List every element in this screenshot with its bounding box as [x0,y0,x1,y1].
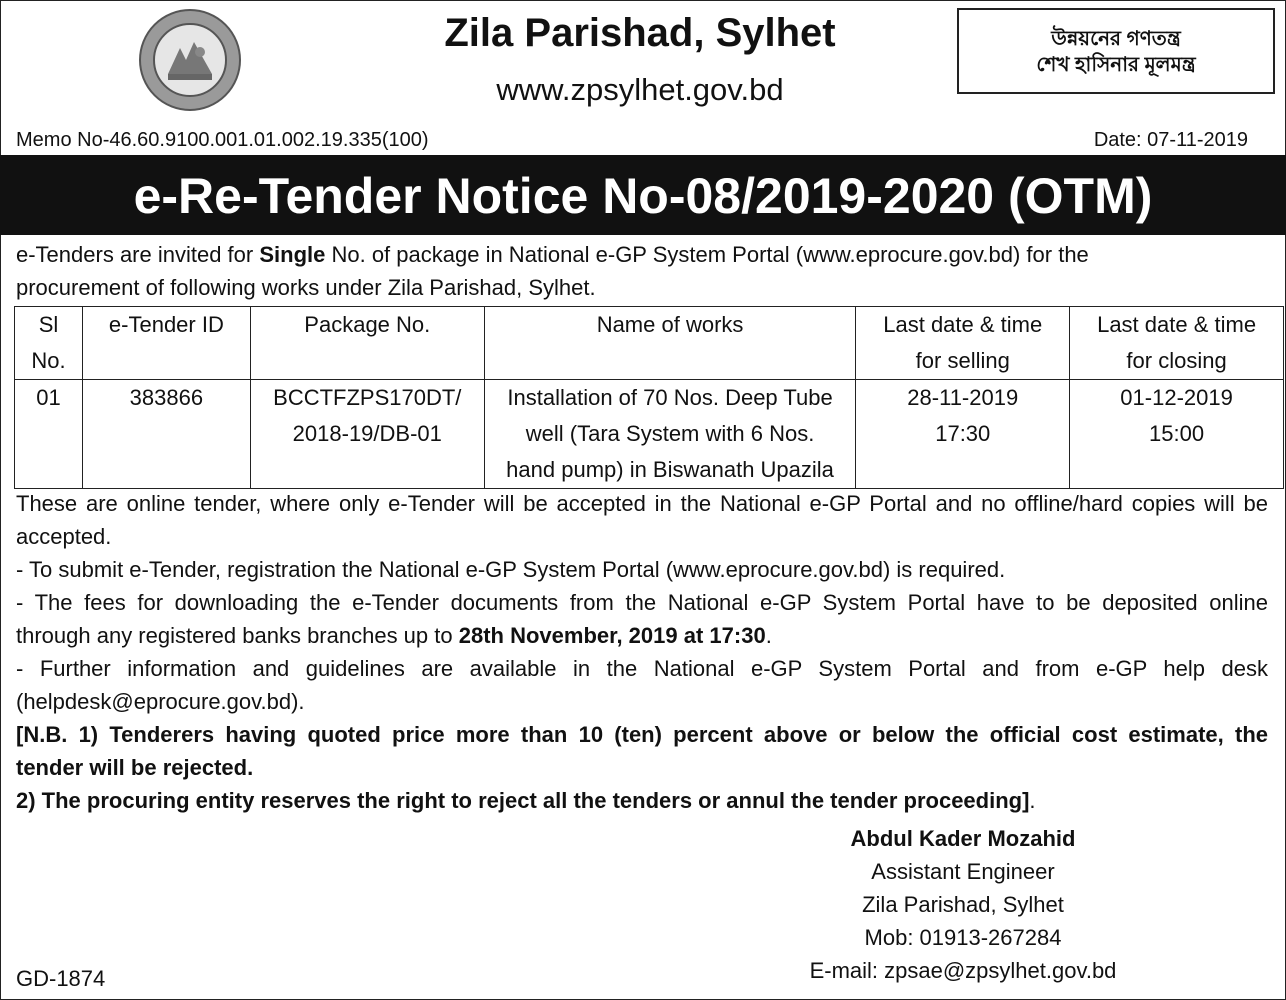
header-last-date-closing: Last date & time for closing [1070,307,1284,380]
nb-line-1: [N.B. 1) Tenderers having quoted price more than 10 (ten) percent above or below the official cost estimate, the [16,722,1268,747]
nb-line-2: tender will be rejected. [16,755,254,780]
signature-block [790,822,1136,987]
zila-parishad-logo [138,8,242,112]
signatory-designation: Assistant Engineer [871,859,1055,884]
notice-date: Date: 07-11-2019 [1093,129,1248,151]
intro-line-2: procurement of following works under Zila Parishad, Sylhet. [16,275,596,300]
fees-line-1: - The fees for downloading the e-Tender documents from the National e-GP System Portal have to be deposited online [16,590,1268,615]
table-header-row [15,307,1284,380]
header-sl-no: Sl No. [15,307,83,380]
logo-emblem-icon [138,8,242,112]
table-row [15,380,1284,489]
notice-body [16,487,1268,817]
info-line-1: - Further information and guidelines are available in the National e-GP System Portal and from e-GP help desk [16,656,1268,681]
tender-table [14,306,1284,489]
fees-deadline: 28th November, 2019 at 17:30 [458,623,766,648]
slogan-box [957,8,1275,94]
cell-selling-date: 28-11-2019 17:30 [856,380,1070,489]
cell-closing-date: 01-12-2019 15:00 [1070,380,1284,489]
online-tender-line-2: accepted. [16,524,112,549]
cell-tender-id: 383866 [82,380,250,489]
organization-name: Zila Parishad, Sylhet [444,11,836,55]
header-tender-id: e-Tender ID [82,307,250,380]
signatory-name: Abdul Kader Mozahid [850,826,1076,851]
intro-line-1: e-Tenders are invited for Single No. of package in National e-GP System Portal (www.eprocure.gov.bd) for the [16,242,1089,267]
registration-requirement: - To submit e-Tender, registration the National e-GP System Portal (www.eprocure.gov.bd) is required. [16,557,1006,582]
cell-package-no: BCCTFZPS170DT/ 2018-19/DB-01 [250,380,484,489]
header-last-date-selling: Last date & time for selling [856,307,1070,380]
gd-number: GD-1874 [16,966,106,991]
cell-name-of-works: Installation of 70 Nos. Deep Tube well (Tara System with 6 Nos. hand pump) in Biswanath Upazila [484,380,856,489]
online-tender-line-1: These are online tender, where only e-Tender will be accepted in the National e-GP Portal and no offline/hard copies will be [16,491,1268,516]
signatory-email: E-mail: zpsae@zpsylhet.gov.bd [809,958,1117,983]
notice-title: e-Re-Tender Notice No-08/2019-2020 (OTM) [0,155,1286,235]
fees-line-2: through any registered banks branches up to 28th November, 2019 at 17:30. [16,623,772,648]
info-line-2: (helpdesk@eprocure.gov.bd). [16,689,305,714]
signatory-mobile: Mob: 01913-267284 [864,925,1062,950]
header-package-no: Package No. [250,307,484,380]
memo-number: Memo No-46.60.9100.001.01.002.19.335(100) [16,129,429,151]
signatory-office: Zila Parishad, Sylhet [862,892,1064,917]
header-name-of-works: Name of works [484,307,856,380]
nb-line-3: 2) The procuring entity reserves the right to reject all the tenders or annul the tender proceeding]. [16,788,1036,813]
organization-website: www.zpsylhet.gov.bd [496,72,784,107]
slogan-line-1: উন্নয়নের গণতন্ত্র [1051,28,1181,50]
slogan-line-2: শেখ হাসিনার মূলমন্ত্র [1036,54,1196,76]
cell-sl-no: 01 [15,380,83,489]
intro-paragraph [16,238,1272,304]
